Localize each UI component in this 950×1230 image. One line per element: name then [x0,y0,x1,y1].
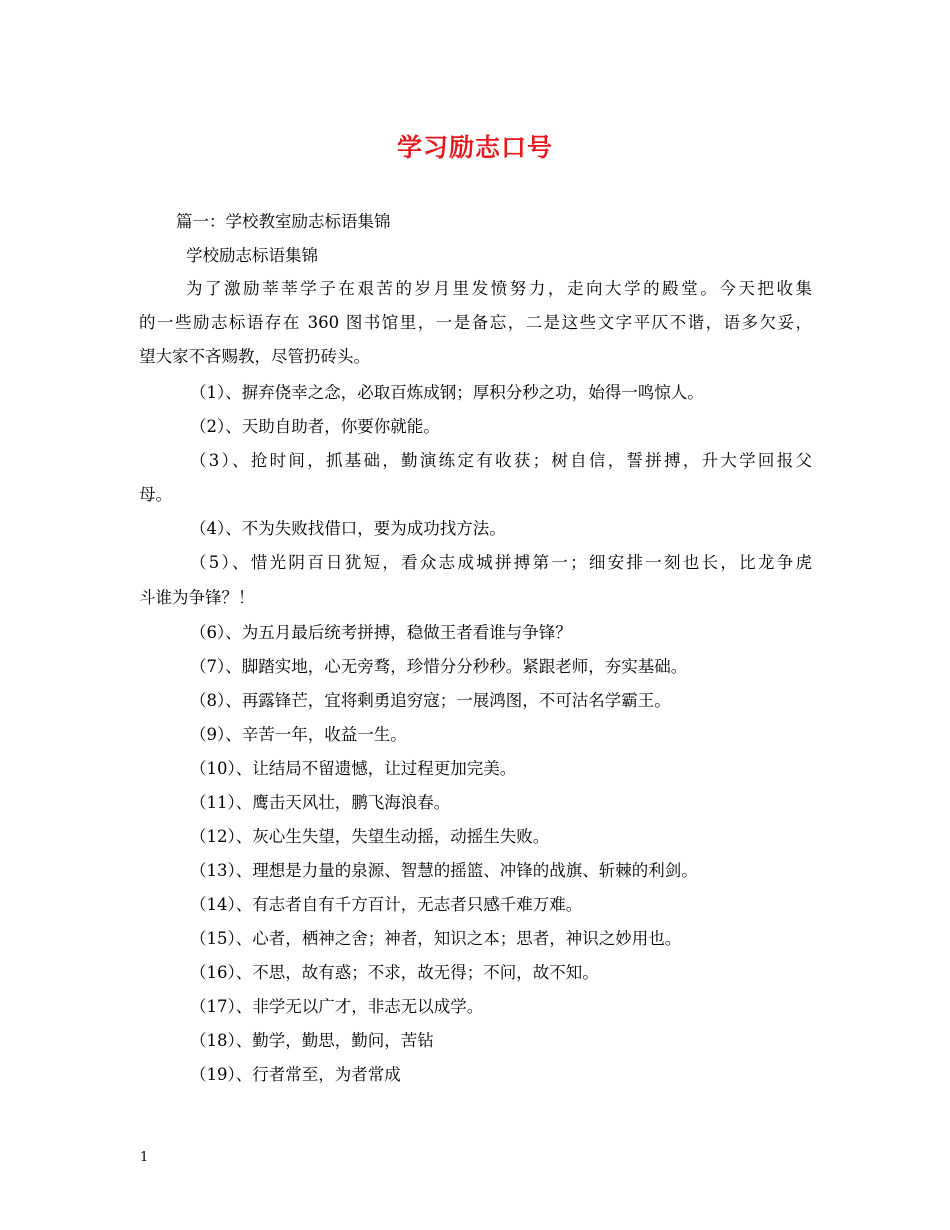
list-item: （1）、摒弃侥幸之念，必取百炼成钢；厚积分秒之功，始得一鸣惊人。 [190,383,704,402]
list-item: （16）、不思，故有惑；不求，故无得；不问，故不知。 [190,963,599,982]
list-item: （3）、抢时间，抓基础，勤演练定有收获；树自信，誓拼搏，升大学回报父 [190,451,812,470]
intro-line-3: 望大家不吝赐教，尽管扔砖头。 [139,347,370,366]
list-item: （14）、有志者自有千方百计，无志者只感千难万难。 [190,895,583,914]
list-item: （13）、理想是力量的泉源、智慧的摇篮、冲锋的战旗、斩棘的利剑。 [190,861,698,880]
section-heading: 篇一：学校教室励志标语集锦 [176,212,391,231]
document-title: 学习励志口号 [396,133,553,162]
list-item: （11）、鹰击天风壮，鹏飞海浪春。 [190,793,451,812]
list-item: （6）、为五月最后统考拼搏，稳做王者看谁与争锋？ [190,623,572,642]
list-item: （9）、辛苦一年，收益一生。 [190,725,407,744]
list-item: （15）、心者，栖神之舍；神者，知识之本；思者，神识之妙用也。 [190,929,682,948]
list-item: （17）、非学无以广才，非志无以成学。 [190,997,484,1016]
list-item: （18）、勤学，勤思，勤问，苦钻 [190,1031,434,1050]
list-item: （19）、行者常至，为者常成 [190,1065,401,1084]
intro-line-1: 为了激励莘莘学子在艰苦的岁月里发愤努力，走向大学的殿堂。今天把收集 [186,279,812,298]
list-item: （12）、灰心生失望，失望生动摇，动摇生失败。 [190,827,550,846]
page-number: 1 [140,1150,149,1165]
list-item: （2）、天助自助者，你要你就能。 [190,417,440,436]
intro-line-2: 的一些励志标语存在 360 图书馆里，一是备忘，二是这些文字平仄不谐，语多欠妥， [139,313,812,332]
list-item: （5）、惜光阴百日犹短，看众志成城拼搏第一；细安排一刻也长，比龙争虎 [190,553,812,572]
list-item: （4）、不为失败找借口，要为成功找方法。 [190,519,506,538]
list-item: （10）、让结局不留遗憾，让过程更加完美。 [190,759,517,778]
list-item-continuation: 母。 [139,485,172,504]
list-item: （8）、再露锋芒，宜将剩勇追穷寇；一展鸿图，不可沽名学霸王。 [190,691,671,710]
subheading: 学校励志标语集锦 [186,246,318,265]
list-item: （7）、脚踏实地，心无旁骛，珍惜分分秒秒。紧跟老师，夯实基础。 [190,657,688,676]
list-item-continuation: 斗谁为争锋？！ [139,588,255,607]
